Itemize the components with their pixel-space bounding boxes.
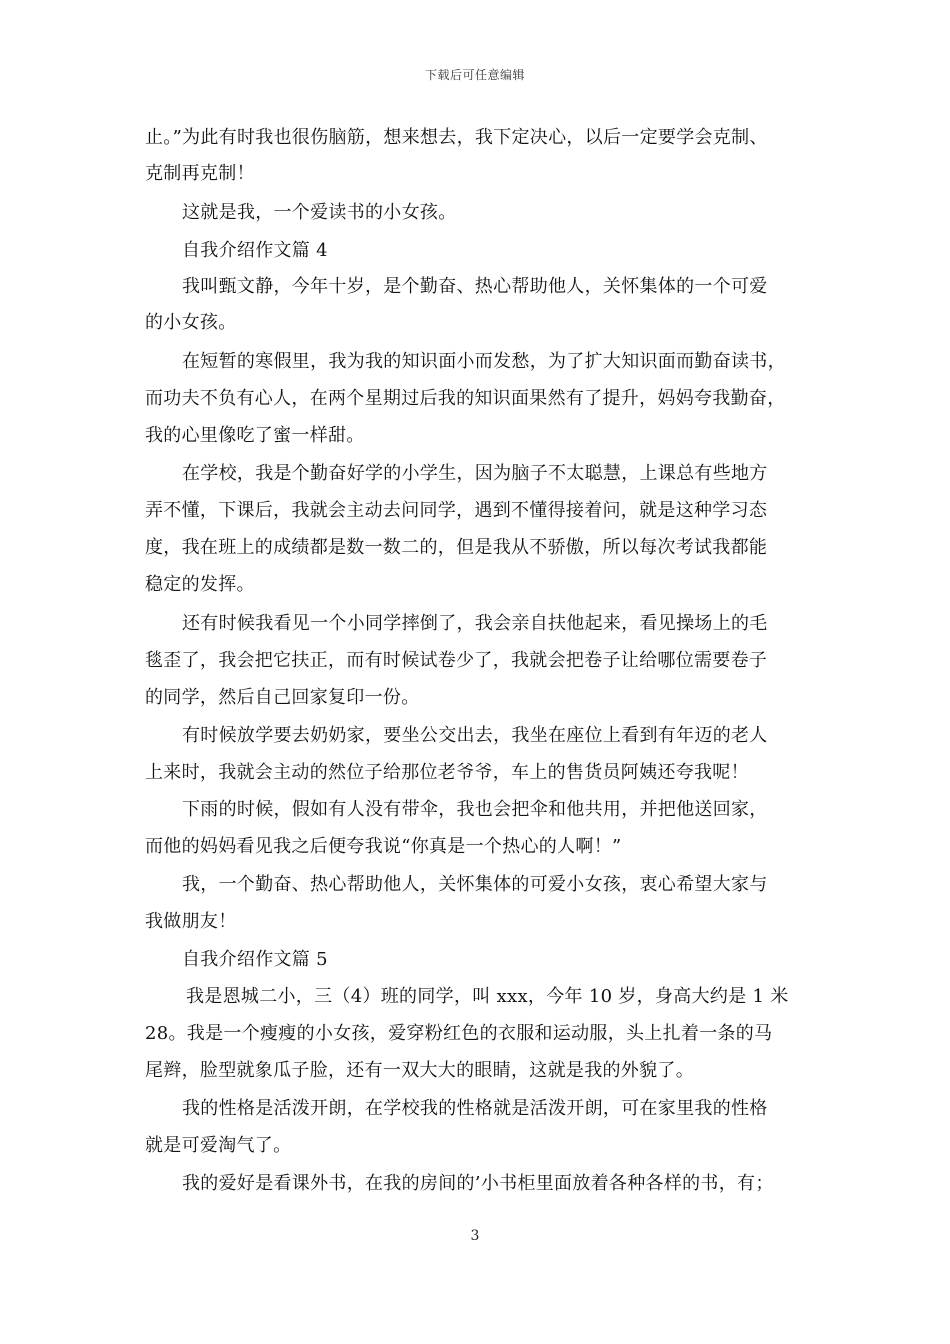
page-header: 下载后可任意编辑	[424, 68, 525, 82]
text-line: 这就是我，一个爱读书的小女孩。	[182, 202, 457, 223]
text-line: 的同学，然后自己回家复印一份。	[145, 687, 420, 708]
text-line: 毯歪了，我会把它扶正，而有时候试卷少了，我就会把卷子让给哪位需要卷子	[145, 650, 768, 671]
text-line: 我，一个勤奋、热心帮助他人，关怀集体的可爱小女孩，衷心希望大家与	[182, 874, 768, 895]
text-line: 稳定的发挥。	[145, 574, 255, 595]
text-line: 下雨的时候，假如有人没有带伞，我也会把伞和他共用，并把他送回家，	[182, 799, 768, 820]
text-line: 有时候放学要去奶奶家，要坐公交出去，我坐在座位上看到有年迈的老人	[182, 725, 768, 746]
text-line: 我叫甄文静，今年十岁，是个勤奋、热心帮助他人，关怀集体的一个可爱	[182, 276, 768, 297]
text-line: 止。”为此有时我也很伤脑筋，想来想去，我下定决心，以后一定要学会克制、	[145, 127, 768, 148]
text-line: 我的性格是活泼开朗，在学校我的性格就是活泼开朗，可在家里我的性格	[182, 1098, 768, 1119]
text-line: 我的心里像吃了蜜一样甜。	[145, 425, 365, 446]
text-line: 还有时候我看见一个小同学摔倒了，我会亲自扶他起来，看见操场上的毛	[182, 613, 768, 634]
text-line: 而他的妈妈看见我之后便夸我说“你真是一个热心的人啊！”	[145, 836, 622, 857]
text-line: 我做朋友！	[145, 911, 237, 932]
page-number: 3	[470, 1228, 480, 1244]
text-line: 弄不懂，下课后，我就会主动去问同学，遇到不懂得接着问，就是这种学习态	[145, 500, 768, 521]
text-line: 尾辫，脸型就象瓜子脸，还有一双大大的眼睛，这就是我的外貌了。	[145, 1060, 694, 1081]
text-line: 而功夫不负有心人，在两个星期过后我的知识面果然有了提升，妈妈夸我勤奋，	[145, 388, 786, 409]
text-line: 28。我是一个瘦瘦的小女孩，爱穿粉红色的衣服和运动服，头上扎着一条的马	[145, 1023, 773, 1044]
text-line: 克制再克制！	[145, 163, 255, 184]
text-line: 的小女孩。	[145, 312, 237, 333]
section-heading: 自我介绍作文篇 4	[182, 240, 328, 261]
text-line: 在学校，我是个勤奋好学的小学生，因为脑子不太聪慧，上课总有些地方	[182, 463, 768, 484]
text-line: 上来时，我就会主动的然位子给那位老爷爷，车上的售货员阿姨还夸我呢！	[145, 762, 749, 783]
text-line: 我是恩城二小，三（4）班的同学，叫 xxx，今年 10 岁，身高大约是 1 米	[186, 986, 789, 1007]
section-heading: 自我介绍作文篇 5	[182, 949, 328, 970]
text-line: 度，我在班上的成绩都是数一数二的，但是我从不骄傲，所以每次考试我都能	[145, 537, 768, 558]
text-line: 我的爱好是看课外书，在我的房间的’小书柜里面放着各种各样的书，有；	[182, 1173, 774, 1194]
text-line: 就是可爱淘气了。	[145, 1135, 292, 1156]
text-line: 在短暂的寒假里，我为我的知识面小而发愁，为了扩大知识面而勤奋读书，	[182, 351, 786, 372]
